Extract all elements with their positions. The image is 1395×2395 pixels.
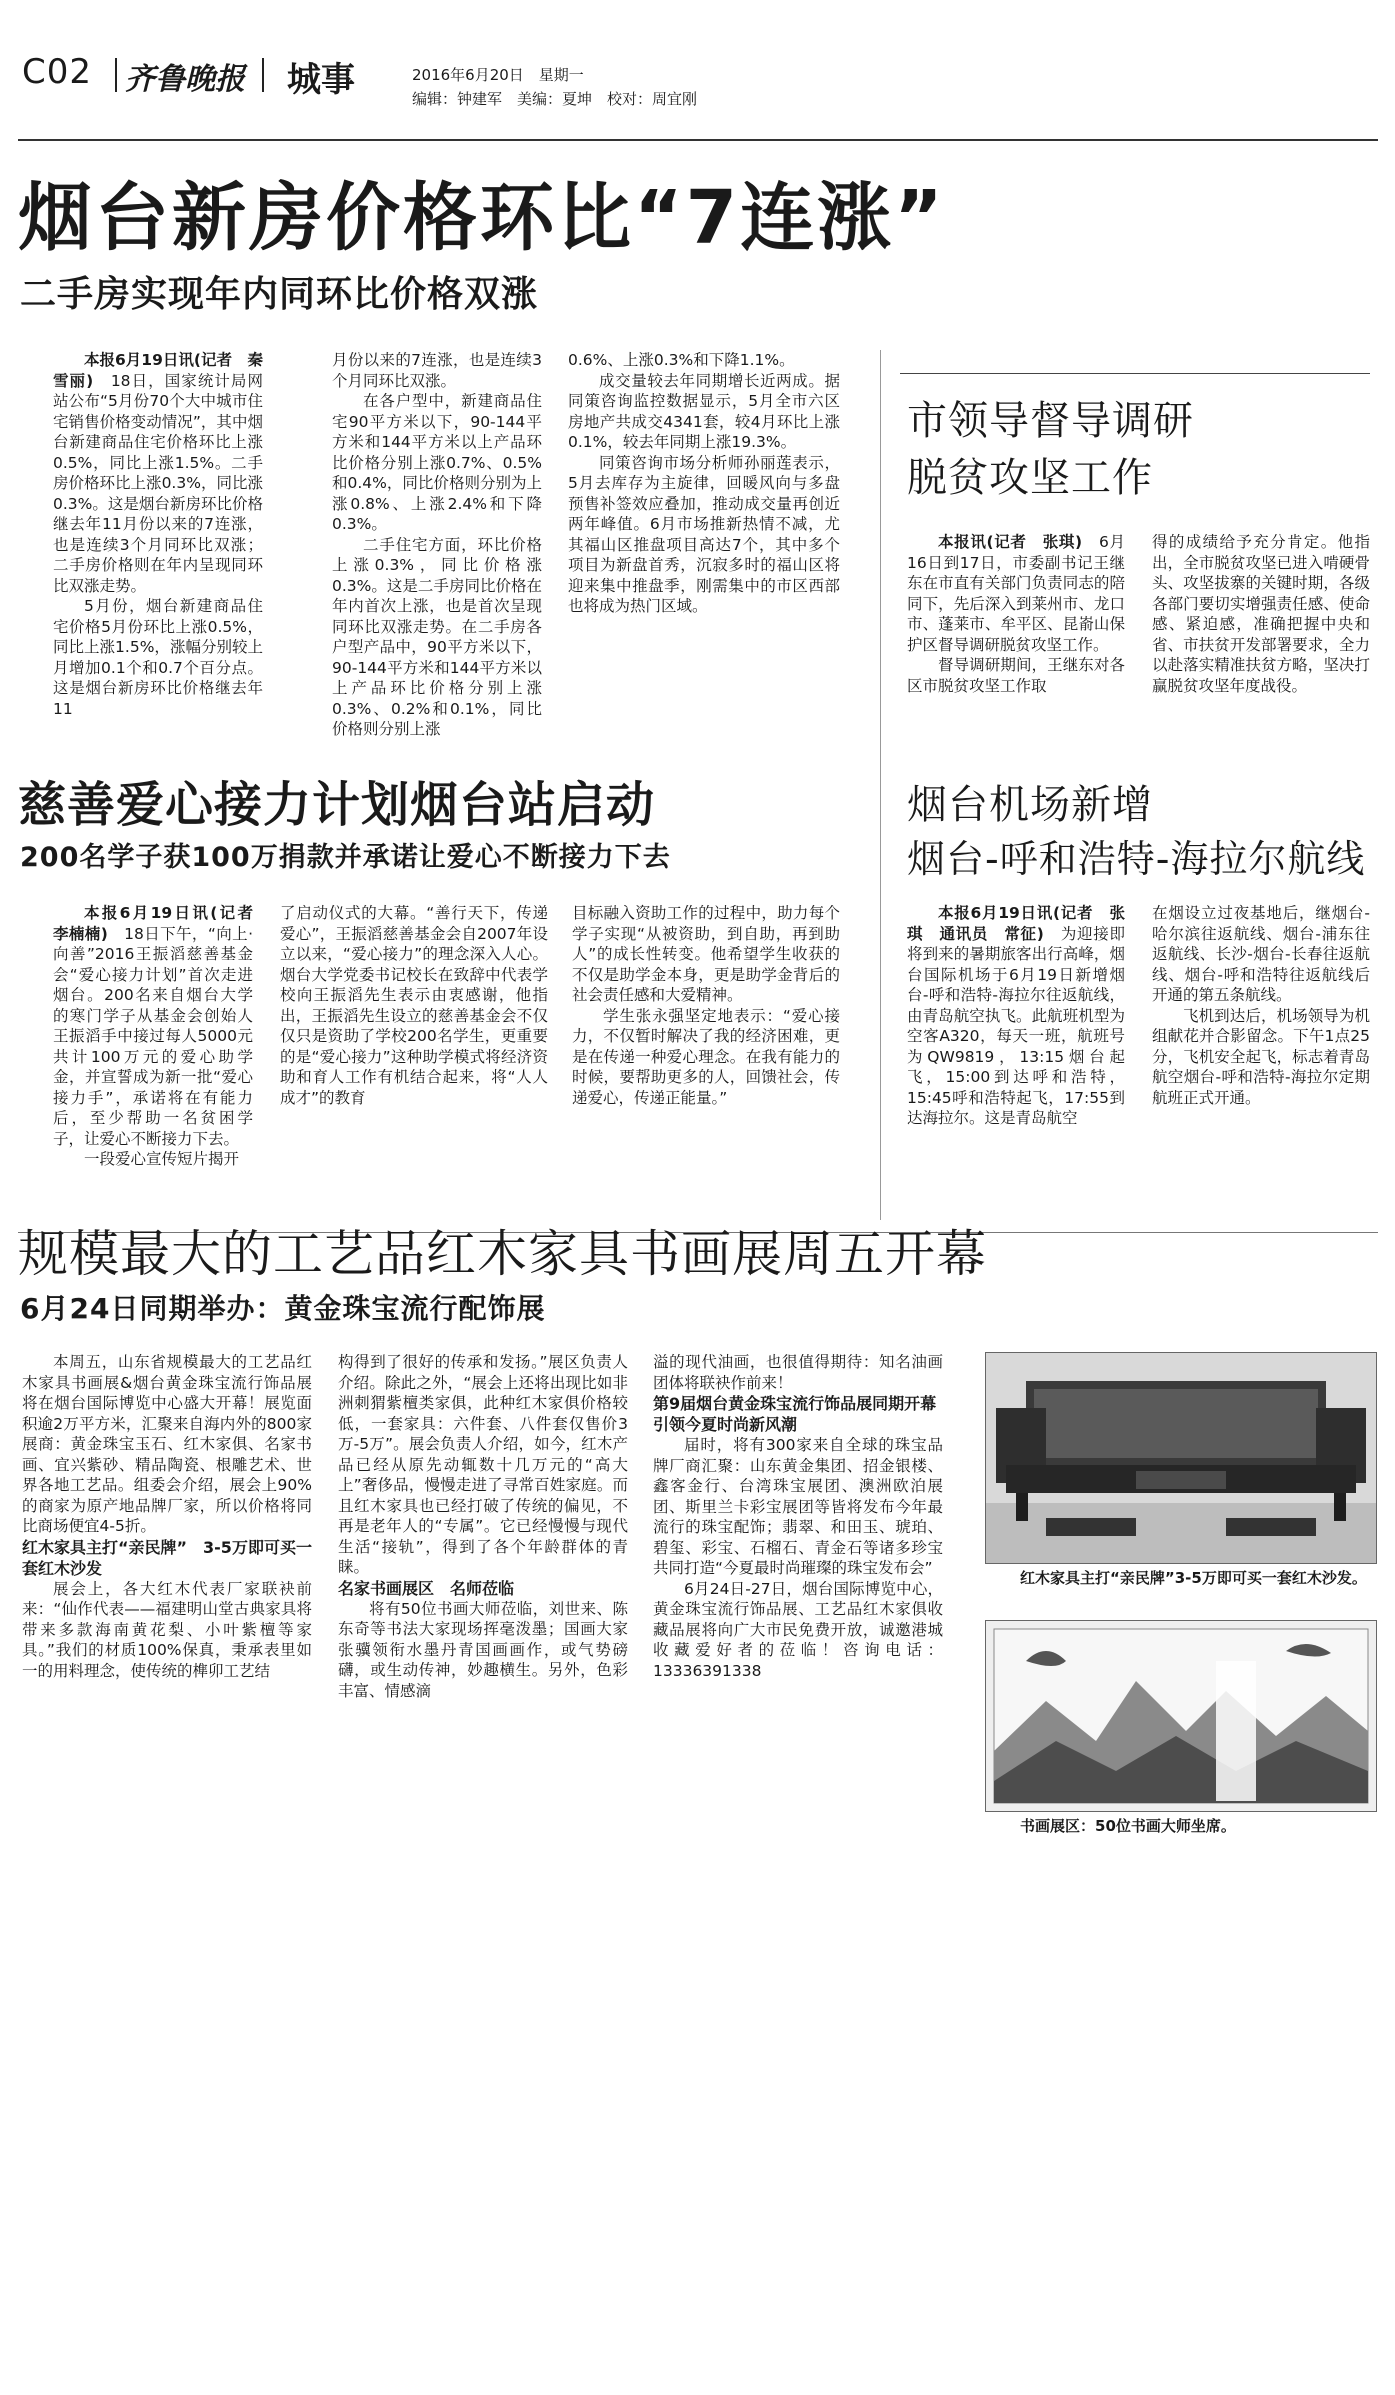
paragraph-text: 构得到了很好的传承和发扬。”展区负责人介绍。除此之外，“展会上还将出现比如非洲刺猬紫檀类家俱，此种红木家俱价格较低，一套家具：六件套、八件套仅售价3万-5万”。展会负责人介绍，如今，红木产品已经从原先动辄数十几万元的“高大上”奢侈品，慢慢走进了寻常百姓家庭。而且红木家具也已经打破了传统的偏见，不再是老年人的“专属”。它已经慢慢与现代生活“接轨”，得到了各个年龄群体的青睐。 bbox=[338, 1353, 628, 1576]
byline: 本报6月19日讯(记者 秦雪丽) bbox=[53, 351, 263, 390]
poverty-column-1 bbox=[907, 532, 1125, 747]
paragraph-text: 二手住宅方面，环比价格上涨0.3%，同比价格涨0.3%。这是二手房同比价格在年内首次上涨，也是首次呈现同环比双涨走势。在二手房各户型产品中，90平方米以下，90-144平方米和144平方米以上产品环比价格分别上涨0.3%、0.2%和0.1%，同比价格则分别上涨 bbox=[332, 535, 542, 738]
issue-date: 2016年6月20日 星期一 bbox=[412, 66, 584, 84]
expo-column-2 bbox=[338, 1352, 628, 1812]
subhead-expo: 6月24日同期举办：黄金珠宝流行配饰展 bbox=[20, 1292, 546, 1325]
paragraph-text: 一段爱心宣传短片揭开 bbox=[84, 1150, 240, 1168]
charity-column-2 bbox=[280, 903, 548, 1218]
body-paragraph bbox=[907, 903, 1125, 1129]
body-paragraph bbox=[568, 350, 840, 371]
paragraph-text: 溢的现代油画，也很值得期待：知名油画团体将联袂作前来！ bbox=[653, 1353, 943, 1392]
body-paragraph bbox=[568, 371, 840, 453]
body-paragraph bbox=[653, 1579, 943, 1682]
furniture-photo bbox=[985, 1352, 1377, 1564]
headline-housing: 烟台新房价格环比“7连涨” bbox=[18, 175, 946, 261]
paragraph-text: 了启动仪式的大幕。“善行天下，传递爱心”，王振滔慈善基金会自2007年设立以来，“爱心接力”的理念深入人心。烟台大学党委书记校长在致辞中代表学校向王振滔先生表示由衷感谢，他指出，王振滔先生设立的慈善基金会不仅仅只是资助了学校200名学生，更重要的是“爱心接力”这种助学模式将经济资助和育人工作有机结合起来，将“人人成才”的教育 bbox=[280, 904, 548, 1107]
subhead-housing: 二手房实现年内同环比价格双涨 bbox=[20, 274, 539, 315]
paragraph-text: 在烟设立过夜基地后，继烟台-哈尔滨往返航线、烟台-浦东往返航线、长沙-烟台-长春往返航线、烟台-呼和浩特往返航线后开通的第五条航线。 bbox=[1152, 904, 1370, 1004]
page-number: C02 bbox=[22, 52, 93, 92]
body-paragraph bbox=[572, 903, 840, 1006]
paragraph-text: 本周五，山东省规模最大的工艺品红木家具书画展&烟台黄金珠宝流行饰品展将在烟台国际博览中心盛大开幕！展览面积逾2万平方米，汇聚来自海内外的800家展商：黄金珠宝玉石、红木家俱、名家书画、宜兴紫砂、精品陶瓷、根雕艺术、世界各地工艺品。组委会介绍，展会上90%的商家为原产地品牌厂家，所以价格将同比商场便宜4-5折。 bbox=[22, 1353, 312, 1535]
paragraph-text: 将有50位书画大师莅临，刘世来、陈东奇等书法大家现场挥毫泼墨；国画大家张骥领衔水墨丹青国画画作，或气势磅礴，或生动传神，妙趣横生。另外，色彩丰富、情感滴 bbox=[338, 1599, 628, 1700]
paragraph-text: 18日，国家统计局网站公布“5月份70个大中城市住宅销售价格变动情况”，其中烟台新建商品住宅价格环比上涨0.5%，同比上涨1.5%。二手房价格环比上涨0.3%，同比涨0.3%。这是烟台新房环比价格继去年11月份以来的7连涨，也是连续3个月同环比双涨；二手房价格则在年内呈现同环比双涨走势。 bbox=[53, 371, 263, 595]
paragraph-text: 目标融入资助工作的过程中，助力每个学子实现“从被资助，到自助，再到助人”的成长性转变。他希望学生收获的不仅是助学金本身，更是助学金背后的社会责任感和大爱精神。 bbox=[572, 904, 840, 1004]
expo-column-1 bbox=[22, 1352, 312, 1812]
body-paragraph bbox=[53, 350, 263, 596]
paragraph-text: 得的成绩给予充分肯定。他指出，全市脱贫攻坚已进入啃硬骨头、攻坚拔寨的关键时期，各级各部门要切实增强责任感、使命感、紧迫感，准确把握中央和省、市扶贫开发部署要求，全力以赴落实精准扶贫方略，坚决打赢脱贫攻坚年度战役。 bbox=[1152, 533, 1370, 695]
housing-column-2 bbox=[332, 350, 542, 750]
byline: 本报讯(记者 张琪) bbox=[938, 533, 1083, 551]
charity-column-1 bbox=[53, 903, 269, 1218]
body-paragraph bbox=[332, 535, 542, 740]
body-paragraph bbox=[22, 1579, 312, 1682]
headline-expo: 规模最大的工艺品红木家具书画展周五开幕 bbox=[18, 1225, 987, 1283]
header-divider-2 bbox=[262, 58, 264, 92]
body-paragraph bbox=[53, 596, 263, 719]
body-paragraph bbox=[53, 903, 269, 1149]
paragraph-text: 飞机到达后，机场领导为机组献花并合影留念。下午1点25分，飞机安全起飞，标志着青岛航空烟台-呼和浩特-海拉尔定期航班正式开通。 bbox=[1152, 1006, 1370, 1107]
body-paragraph bbox=[53, 1149, 253, 1170]
body-paragraph bbox=[338, 1599, 628, 1702]
header-divider-1 bbox=[115, 58, 117, 92]
paragraph-text: 学生张永强坚定地表示：“爱心接力，不仅暂时解决了我的经济困难，更是在传递一种爱心理念。在我有能力的时候，要帮助更多的人，回馈社会，传递爱心，传递正能量。” bbox=[572, 1006, 840, 1107]
airport-column-1 bbox=[907, 903, 1125, 1218]
painting-photo-caption: 书画展区：50位书画大师坐席。 bbox=[1020, 1817, 1236, 1835]
subhead-charity: 200名学子获100万捐款并承诺让爱心不断接力下去 bbox=[20, 842, 671, 873]
housing-column-1 bbox=[53, 350, 263, 750]
paragraph-text: 6月24日-27日，烟台国际博览中心，黄金珠宝流行饰品展、工艺品红木家俱收藏品展将向广大市民免费开放，诚邀港城收藏爱好者的莅临！咨询电话：13336391338 bbox=[653, 1579, 943, 1680]
painting-illustration bbox=[986, 1621, 1376, 1811]
housing-column-3 bbox=[568, 350, 840, 750]
editor-credits: 编辑：钟建军 美编：夏坤 校对：周宜刚 bbox=[412, 90, 698, 108]
body-paragraph bbox=[338, 1352, 628, 1578]
paragraph-text: 5月份，烟台新建商品住宅价格5月份环比上涨0.5%，同比上涨1.5%，涨幅分别较上月增加0.1个和0.7个百分点。这是烟台新房环比价格继去年11 bbox=[53, 597, 263, 718]
painting-photo bbox=[985, 1620, 1377, 1812]
paragraph-text: 在各户型中，新建商品住宅90平方米以下，90-144平方米和144平方米以上产品环比价格分别上涨0.7%、0.5%和0.4%，同比价格则分别为上涨0.8%、上涨2.4%和下降0.3%。 bbox=[332, 392, 542, 533]
headline-airport-2: 烟台-呼和浩特-海拉尔航线 bbox=[907, 837, 1366, 881]
body-paragraph bbox=[1152, 903, 1370, 1006]
body-paragraph bbox=[907, 532, 1125, 655]
paragraph-text: 督导调研期间，王继东对各区市脱贫攻坚工作取 bbox=[907, 656, 1125, 695]
body-subheading: 红木家具主打“亲民牌” 3-5万即可买一套红木沙发 bbox=[22, 1537, 312, 1578]
body-paragraph bbox=[332, 391, 542, 535]
body-paragraph bbox=[1152, 1006, 1370, 1109]
paragraph-text: 同策咨询市场分析师孙丽莲表示，5月去库存为主旋律，回暖风向与多盘预售补签效应叠加，推动成交量再创近两年峰值。6月市场推新热情不减，尤其福山区推盘项目高达7个，其中多个项目为新盘首秀，沉寂多时的福山区将迎来集中推盘季，刚需集中的市区西部也将成为热门区域。 bbox=[568, 453, 840, 615]
poverty-column-2 bbox=[1152, 532, 1370, 747]
headline-charity: 慈善爱心接力计划烟台站启动 bbox=[18, 777, 656, 833]
paragraph-text: 展会上，各大红木代表厂家联袂前来：“仙作代表——福建明山堂古典家具将带来多款海南黄花梨、小叶紫檀等家具。”我们的材质100%保真，秉承表里如一的用料理念，使传统的榫卯工艺结 bbox=[22, 1579, 312, 1680]
paragraph-text: 成交量较去年同期增长近两成。据同策咨询监控数据显示，5月全市六区房地产共成交4341套，较4月环比上涨0.1%，较去年同期上涨19.3%。 bbox=[568, 371, 840, 451]
body-paragraph bbox=[572, 1006, 840, 1109]
body-paragraph bbox=[1152, 532, 1370, 696]
headline-poverty-1: 市领导督导调研 bbox=[907, 398, 1194, 444]
paragraph-text: 6月16日到17日，市委副书记王继东在市直有关部门负责同志的陪同下，先后深入到莱州市、龙口市、蓬莱市、牟平区、昆嵛山保护区督导调研脱贫攻坚工作。 bbox=[907, 533, 1125, 654]
paragraph-text: 月份以来的7连涨，也是连续3个月同环比双涨。 bbox=[332, 351, 542, 390]
headline-airport-1: 烟台机场新增 bbox=[907, 782, 1153, 828]
furniture-illustration bbox=[986, 1353, 1376, 1563]
byline: 本报6月19日讯(记者 李楠楠) bbox=[53, 904, 269, 943]
body-paragraph bbox=[907, 655, 1125, 696]
furniture-photo-caption: 红木家具主打“亲民牌”3-5万即可买一套红木沙发。 bbox=[1020, 1569, 1367, 1587]
airport-column-2 bbox=[1152, 903, 1370, 1218]
body-subheading: 名家书画展区 名师莅临 bbox=[338, 1578, 515, 1598]
masthead: 齐鲁晚报 bbox=[125, 62, 245, 97]
expo-column-3 bbox=[653, 1352, 953, 1812]
byline: 本报6月19日讯(记者 张琪 通讯员 常征) bbox=[907, 904, 1125, 943]
body-paragraph bbox=[653, 1352, 943, 1393]
body-subheading: 第9届烟台黄金珠宝流行饰品展同期开幕 引领今夏时尚新风潮 bbox=[653, 1394, 953, 1434]
section-title: 城事 bbox=[287, 60, 355, 100]
header-rule bbox=[18, 139, 1378, 141]
paragraph-text: 18日下午，“向上·向善”2016王振滔慈善基金会“爱心接力计划”首次走进烟台。200名来自烟台大学的寒门学子从基金会创始人王振滔手中接过每人5000元共计100万元的爱心助学金，并宣誓成为新一批“爱心接力手”，承诺将在有能力后，至少帮助一名贫困学子，让爱心不断接力下去。 bbox=[53, 924, 253, 1148]
page-header bbox=[0, 0, 1395, 150]
paragraph-text: 0.6%、上涨0.3%和下降1.1%。 bbox=[568, 351, 795, 369]
body-paragraph bbox=[332, 350, 542, 391]
charity-column-3 bbox=[572, 903, 840, 1218]
body-paragraph bbox=[653, 1435, 943, 1579]
rule-poverty-top bbox=[900, 373, 1370, 374]
paragraph-text: 为迎接即将到来的暑期旅客出行高峰，烟台国际机场于6月19日新增烟台-呼和浩特-海拉尔往返航线，由青岛航空执飞。此航班机型为空客A320，每天一班，航班号为QW9819，13:15烟台起飞，15:00到达呼和浩特，15:45呼和浩特起飞，17:55到达海拉尔。这是青岛航空 bbox=[907, 924, 1125, 1127]
body-paragraph bbox=[568, 453, 840, 617]
divider-vertical-top bbox=[880, 350, 881, 1220]
headline-poverty-2: 脱贫攻坚工作 bbox=[907, 455, 1153, 501]
body-paragraph bbox=[22, 1352, 312, 1537]
paragraph-text: 届时，将有300家来自全球的珠宝品牌厂商汇聚：山东黄金集团、招金银楼、鑫客金行、台湾珠宝展团、澳洲欧泊展团、斯里兰卡彩宝展团等皆将发布今年最流行的珠宝配饰；翡翠、和田玉、琥珀、碧玺、彩宝、石榴石、青金石等诸多珍宝共同打造“今夏最时尚璀璨的珠宝发布会” bbox=[653, 1436, 943, 1577]
body-paragraph bbox=[280, 903, 548, 1108]
